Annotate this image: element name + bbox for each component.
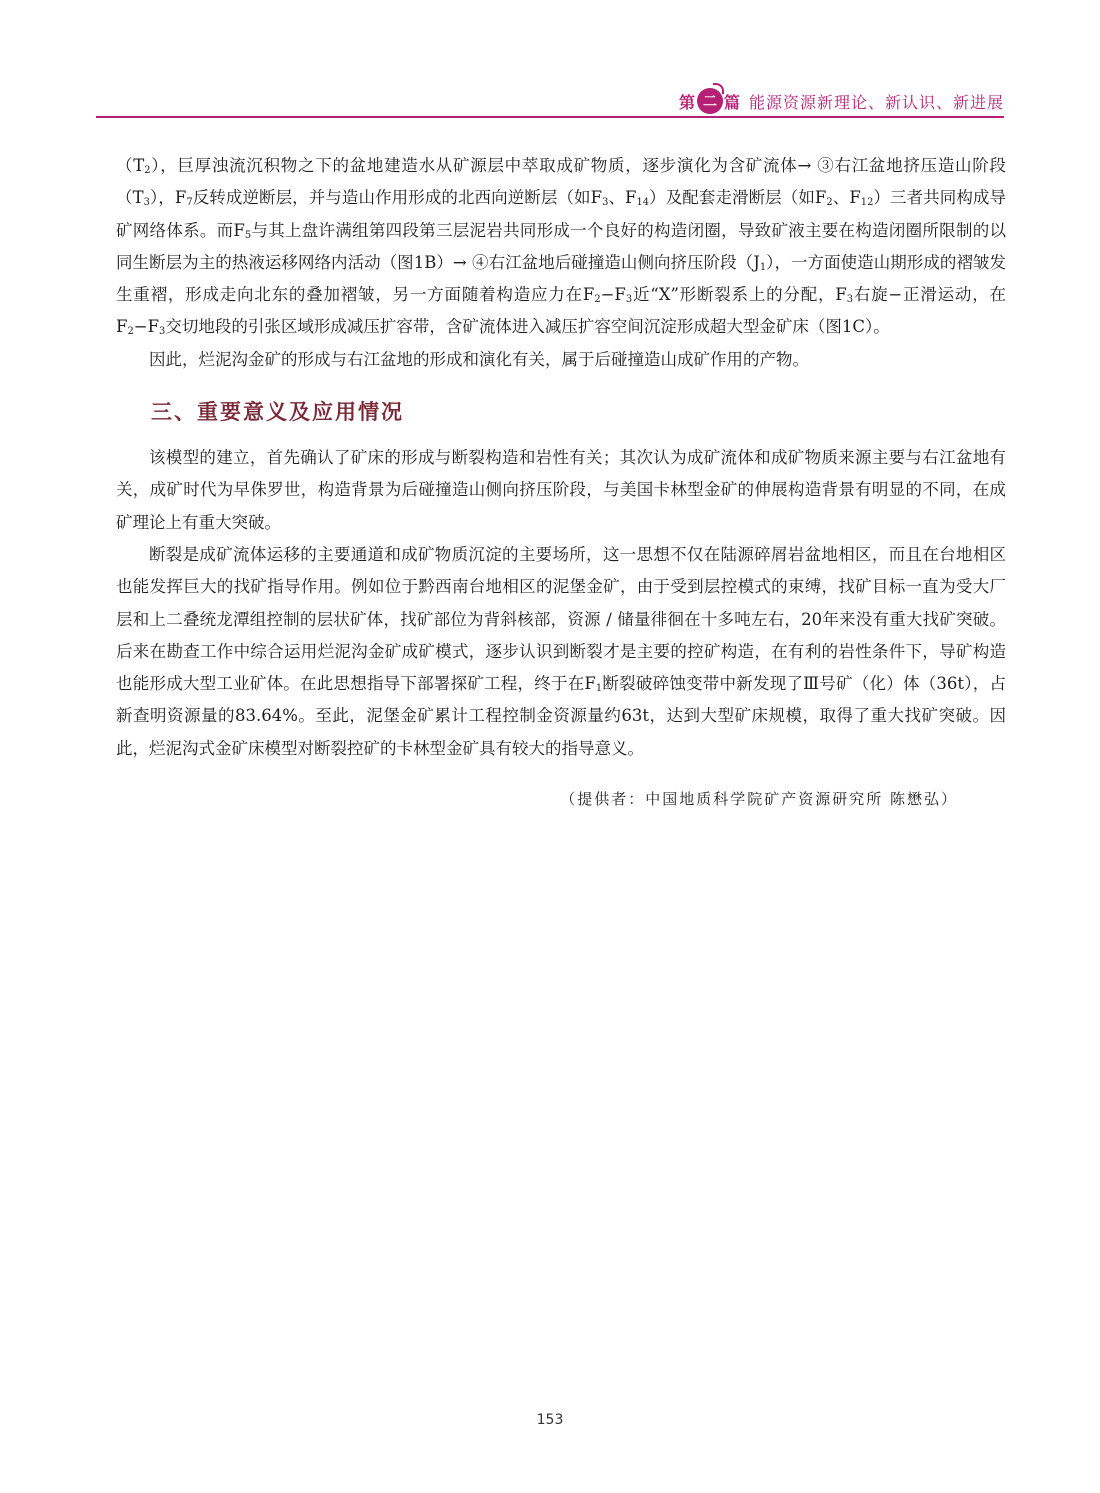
section-heading: 三、重要意义及应用情况 (151, 400, 404, 425)
paragraph-4: 断裂是成矿流体运移的主要通道和成矿物质沉淀的主要场所，这一思想不仅在陆源碎屑岩盆地相区，而且在台地相区也能发挥巨大的找矿指导作用。例如位于黔西南台地相区的泥堡金矿，由于受到层控模式的束缚，找矿目标一直为受大厂层和上二叠统龙潭组控制的层状矿体，找矿部位为背斜核部，资源 / 储量徘徊在十多吨左右，20年来没有重大找矿突破。后来在勘查工作中综合运用烂泥沟金矿成矿模式，逐步认识到断裂才是主要的控矿构造，在有利的岩性条件下，导矿构造也能形成大型工业矿体。在此思想指导下部署探矿工程，终于在$F_1$断裂破碎蚀变带中新发现了Ⅲ号矿（化）体（36t），占新查明资源量的83.64%。至此，泥堡金矿累计工程控制金资源量约63t，达到大型矿床规模，取得了重大找矿突破。因此，烂泥沟式金矿床模型对断裂控矿的卡林型金矿具有较大的指导意义。 (116, 544, 1006, 758)
part-number-badge: 二 (697, 88, 723, 114)
part-suffix: 篇 (723, 92, 741, 112)
part-prefix: 第 (678, 92, 696, 112)
contributor-credit: （提供者：中国地质科学院矿产资源研究所 陈懋弘） (560, 790, 958, 809)
running-header (679, 86, 1004, 116)
header-divider (96, 116, 1004, 118)
paragraph-2: 因此，烂泥沟金矿的形成与右江盆地的形成和演化有关，属于后碰撞造山成矿作用的产物。 (149, 349, 809, 369)
paragraph-3: 该模型的建立，首先确认了矿床的形成与断裂构造和岩性有关；其次认为成矿流体和成矿物质来源主要与右江盆地有关，成矿时代为早侏罗世，构造背景为后碰撞造山侧向挤压阶段，与美国卡林型金矿的伸展构造背景有明显的不同，在成矿理论上有重大突破。 (116, 448, 1006, 532)
main-content (116, 150, 1006, 815)
paragraph-1: $(T_2)$，巨厚浊流沉积物之下的盆地建造水从矿源层中萃取成矿物质，逐步演化为含矿流体→ ③右江盆地挤压造山阶段$(T_3)$，$F_7$反转成逆断层，并与造山作用形成的北西向逆断层（如$F_3$、$F_{14}$）及配套走滑断层（如$F_2$、$F_{12}$）三者共同构成导矿网络体系。而$F_5$与其上盘许满组第四段第三层泥岩共同形成一个良好的构造闭圈，导致矿液主要在构造闭圈所限制的以同生断层为主的热液运移网络内活动（图1B）→ ④右江盆地后碰撞造山侧向挤压阶段$(J_1)$，一方面使造山期形成的褶皱发生重褶，形成走向北东的叠加褶皱，另一方面随着构造应力在$F_2-F_3$近“X”形断裂系上的分配，$F_3$右旋−正滑运动，在$F_2-F_3$交切地段的引张区域形成减压扩容带，含矿流体进入减压扩容空间沉淀形成超大型金矿床（图1C）。 (116, 156, 1007, 338)
part-title: 能源资源新理论、新认识、新进展 (748, 92, 1004, 112)
page-number: 153 (536, 1412, 564, 1428)
